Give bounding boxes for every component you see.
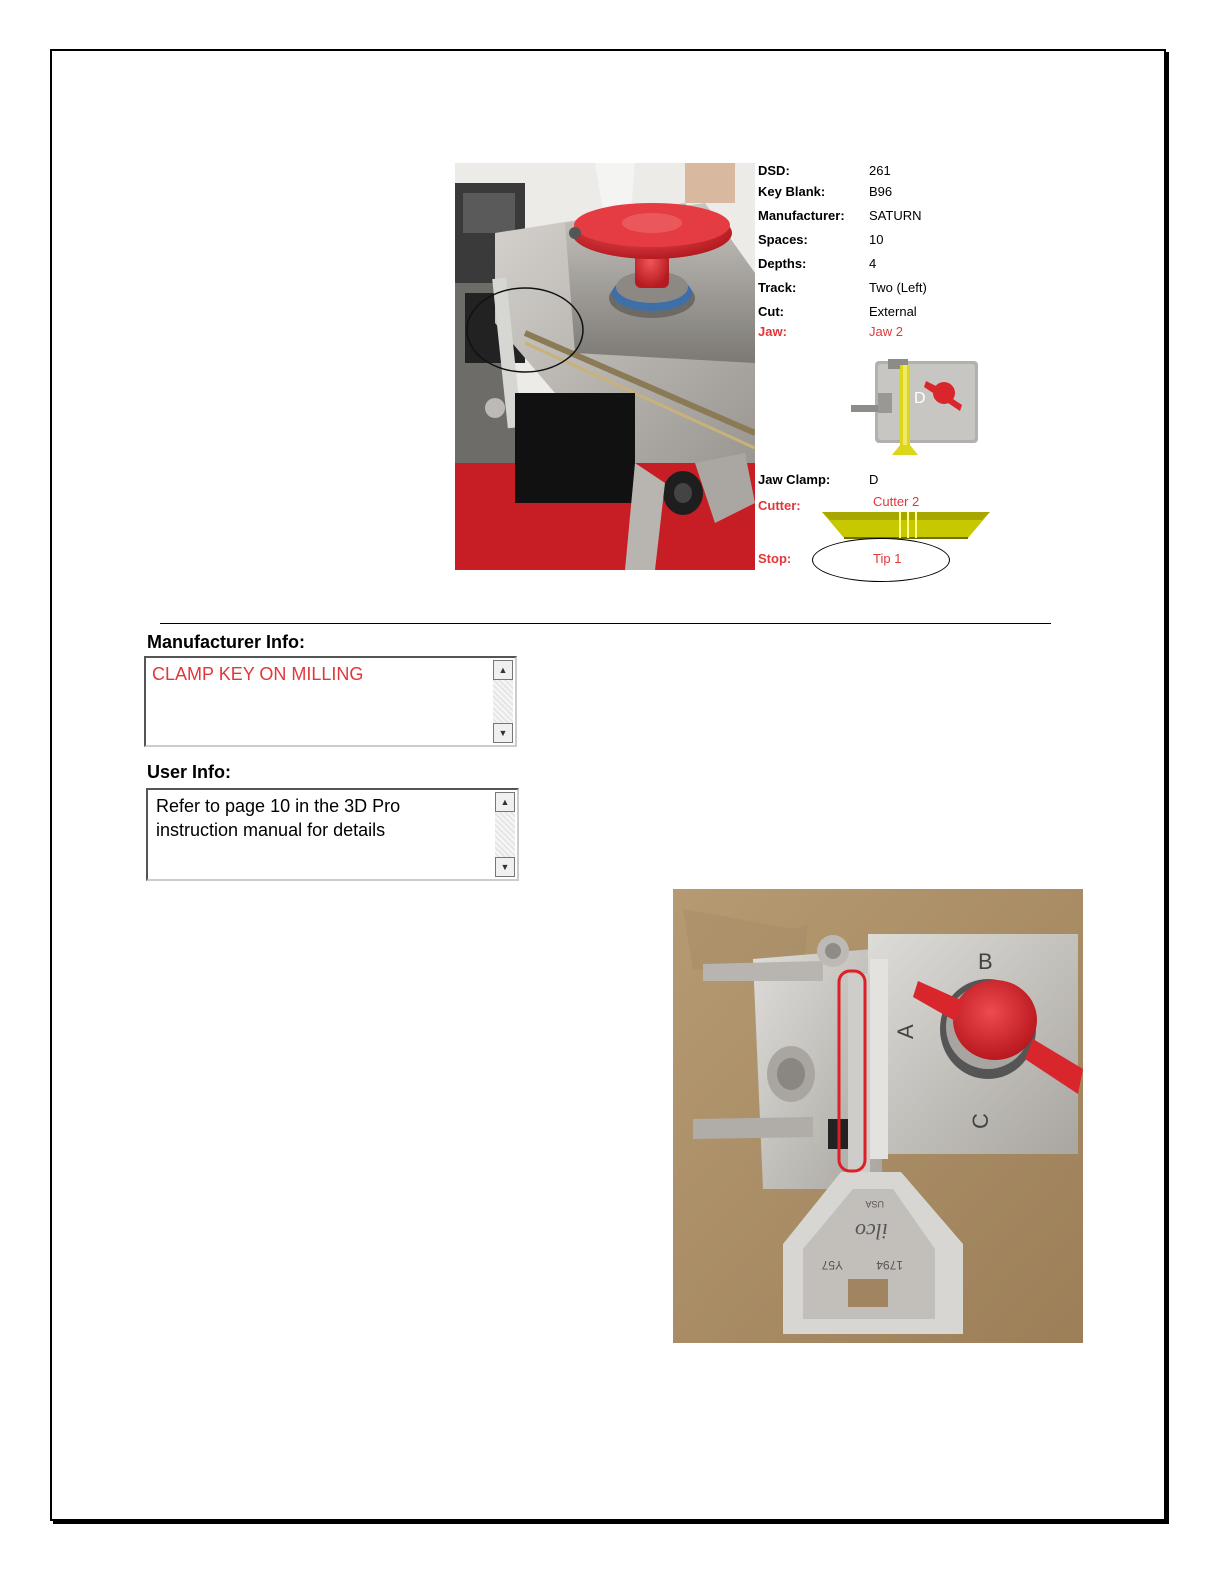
scroll-up-button[interactable] (495, 792, 515, 812)
stop-highlight-ellipse (812, 538, 950, 582)
key-model-stamp: Y57 (821, 1258, 843, 1272)
jaw-letter-a: A (893, 1024, 918, 1039)
spec-label: DSD: (758, 163, 790, 178)
key-code-stamp: 1794 (876, 1258, 903, 1272)
key-region-stamp: USA (865, 1199, 884, 1209)
manufacturer-info-scrollbar[interactable] (493, 660, 513, 743)
spec-value: 10 (869, 232, 884, 247)
spec-value: Two (Left) (869, 280, 927, 295)
arrow-up-icon: ▲ (498, 665, 508, 675)
spec-value: D (869, 472, 879, 487)
jaw-letter-c: C (968, 1113, 993, 1129)
spec-label: Jaw Clamp: (758, 472, 831, 487)
arrow-up-icon: ▲ (500, 797, 510, 807)
spec-value: Tip 1 (873, 551, 902, 566)
diagram-letter: D (914, 390, 926, 407)
spec-label: Cutter: (758, 498, 801, 513)
scroll-down-button[interactable] (493, 723, 513, 743)
jaw-letter-b: B (978, 949, 993, 974)
spec-value: Cutter 2 (873, 494, 920, 509)
key-in-jaw-photo (673, 889, 1083, 1343)
spec-label: Stop: (758, 551, 792, 566)
spec-value: 261 (869, 163, 891, 178)
spec-value: Jaw 2 (869, 324, 903, 339)
spec-value: B96 (869, 184, 893, 199)
user-info-scrollbar[interactable] (495, 792, 515, 877)
key-brand-stamp: ilco (855, 1219, 888, 1244)
manufacturer-info-text: CLAMP KEY ON MILLING (152, 664, 364, 684)
spec-label: Track: (758, 280, 797, 295)
spec-label: Cut: (758, 304, 784, 319)
spec-label: Key Blank: (758, 184, 826, 199)
spec-label: Spaces: (758, 232, 808, 247)
scroll-up-button[interactable] (493, 660, 513, 680)
scroll-down-button[interactable] (495, 857, 515, 877)
spec-label: Manufacturer: (758, 208, 845, 223)
cutter-graphic (822, 510, 990, 542)
user-info-title: User Info: (147, 762, 232, 782)
jaw-clamp-diagram (848, 357, 983, 457)
arrow-down-icon: ▼ (498, 728, 508, 738)
user-info-text: Refer to page 10 in the 3D Pro instruction manual for details (156, 796, 401, 840)
spec-value: SATURN (869, 208, 922, 223)
spec-value: 4 (869, 256, 877, 271)
machine-photo (455, 163, 755, 570)
spec-label: Jaw: (758, 324, 787, 339)
manufacturer-info-title: Manufacturer Info: (147, 632, 306, 652)
spec-label: Depths: (758, 256, 807, 271)
arrow-down-icon: ▼ (500, 862, 510, 872)
section-divider (160, 623, 1051, 624)
user-info-textarea[interactable] (146, 788, 519, 881)
spec-value: External (869, 304, 917, 319)
manufacturer-info-textarea[interactable] (144, 656, 517, 747)
